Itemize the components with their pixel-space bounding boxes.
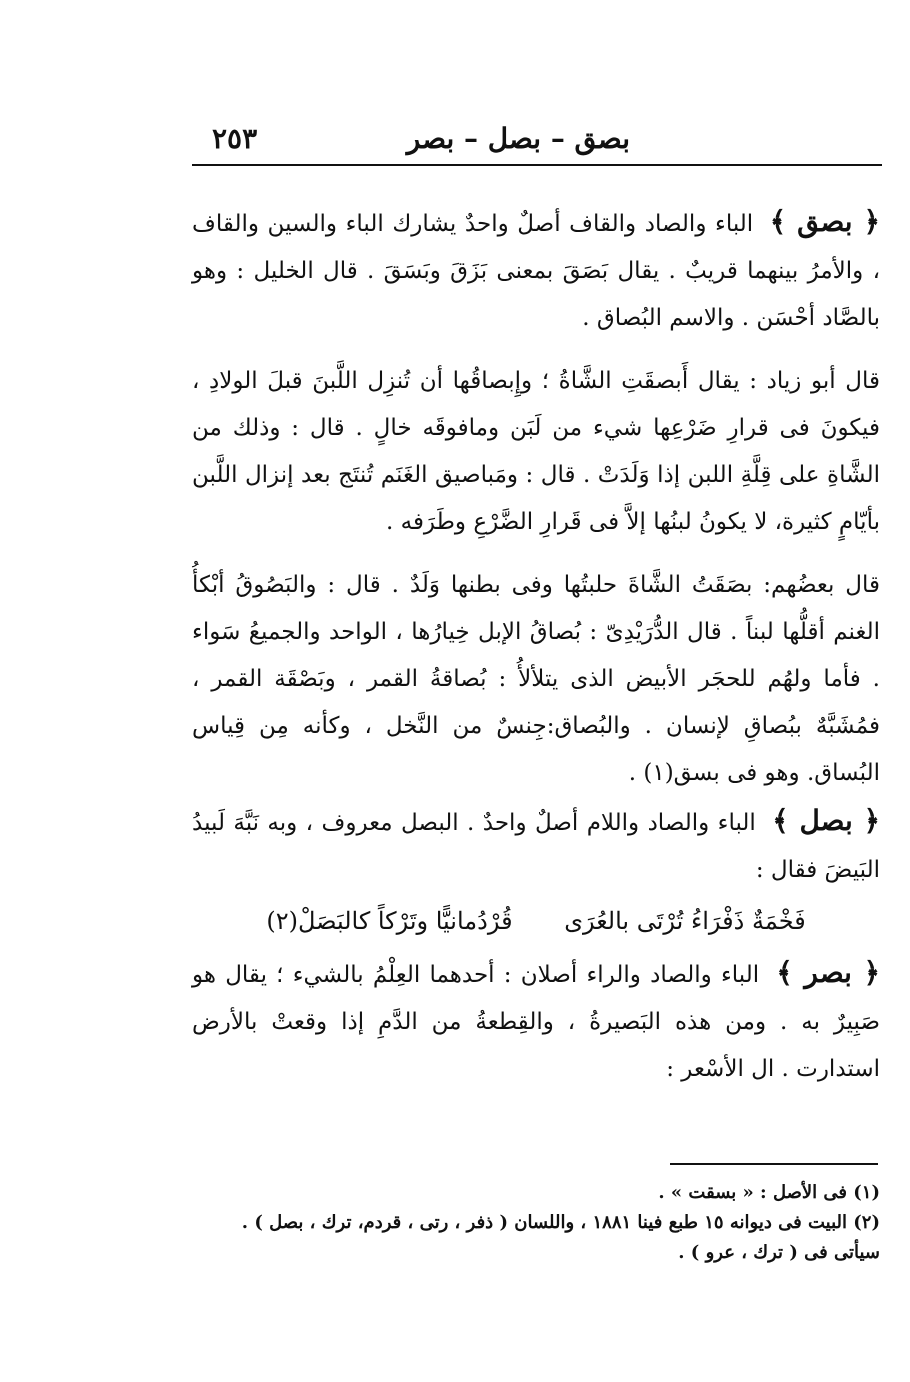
entry-heading-basar: ﴿ بصر ﴾: [776, 956, 881, 989]
entry-basar: [192, 949, 880, 1093]
entry-text-basal: الباء والصاد واللام أصلٌ واحدٌ . البصل معروف ، وبه نَبَّهَ لَبيدُ البَيضَ فقال :: [192, 810, 880, 883]
paragraph-abu-ziyad: [192, 358, 880, 546]
running-title: بصق – بصل – بصر: [406, 122, 630, 155]
verse-first-hemistich: فَخْمَةٌ ذَفْرَاءُ تُرْتَى بالعُرَى: [564, 907, 806, 935]
entry-heading-basal: ﴿ بصل ﴾: [772, 804, 881, 837]
paragraph-badhuhum: [192, 562, 880, 797]
entry-basal: [192, 797, 880, 894]
body-text: [192, 198, 880, 1093]
header-rule: [192, 164, 882, 166]
page-number: ٢٥٣: [212, 122, 258, 155]
footnotes: [192, 1178, 880, 1268]
entry-text-basaq: الباء والصاد والقاف أصلٌ واحدٌ يشارك الباء والسين والقاف ، والأمرُ بينهما قريبٌ . يقال بَصَقَ بمعنى بَزَقَ وبَسَقَ . قال الخليل : وهو بالصَّاد أحْسَن . والاسم البُصاق .: [192, 211, 880, 331]
footnote-2: (٢) البيت فى ديوانه ١٥ طبع فينا ١٨٨١ ، واللسان ( ذفر ، رتى ، قردم، ترك ، بصل ) . سيأتى فى ( ترك ، عرو ) .: [241, 1212, 880, 1263]
entry-text-basar: الباء والصاد والراء أصلان : أحدهما العِلْمُ بالشيء ؛ يقال هو صَبِيرٌ به . ومن هذه البَصيرةُ ، والقِطعةُ من الدَّمِ إذا وقعتْ بالأرض استدارت . ال الأسْعر :: [192, 962, 880, 1082]
paragraph-gap: [192, 546, 880, 562]
paragraph-text: قال بعضُهم: بصَقَتُ الشَّاةَ حلبتُها وفى بطنها وَلَدٌ . قال : والبَصُوقُ أبْكأُ الغنم أقلُّها لبناً . قال الدُّرَيْدِىّ : بُصاقُ الإبل خِيارُها ، الواحد والجميعُ سَواء . فأما ولهُم للحجَر الأبيض الذى يتلألأُ : بُصاقةُ القمر ، وبَصْقَة القمر ، فمُشَبَّهٌ ببُصاقِ لإنسان . والبُصاق:جِنسٌ من النَّخل ، وكأنه مِن قِياس البُساق. وهو فى بسق(١) .: [192, 572, 880, 786]
footnote-1: (١) فى الأصل : « بسقت » .: [658, 1182, 880, 1203]
page-header: [192, 118, 880, 166]
footnote-rule: [670, 1163, 878, 1165]
entry-basaq: [192, 198, 880, 342]
poetry-verse: [192, 898, 880, 945]
paragraph-gap: [192, 342, 880, 358]
paragraph-text: قال أبو زياد : يقال أَبصقَتِ الشَّاةُ ؛ وإِبصاقُها أن تُنزِل اللَّبنَ قبلَ الولادِ ، فيكونَ فى قرارِ ضَرْعِها شيء من لَبَن ومافوقَه خالٍ . قال : وذلك من الشَّاةِ على قِلَّةِ اللبن إذا وَلَدَتْ . قال : ومَباصيق الغَنَم تُنتَج بعد إنزال اللَّبن بأيّامٍ كثيرة، لا يكونُ لبنُها إلاَّ فى قَرارِ الضَّرْعِ وطَرَفه .: [192, 368, 880, 535]
entry-heading-basaq: ﴿ بصق ﴾: [769, 205, 881, 238]
verse-second-hemistich: قُرْدُمانيًّا وتَرْكاً كالبَصَلْ(٢): [266, 907, 513, 935]
